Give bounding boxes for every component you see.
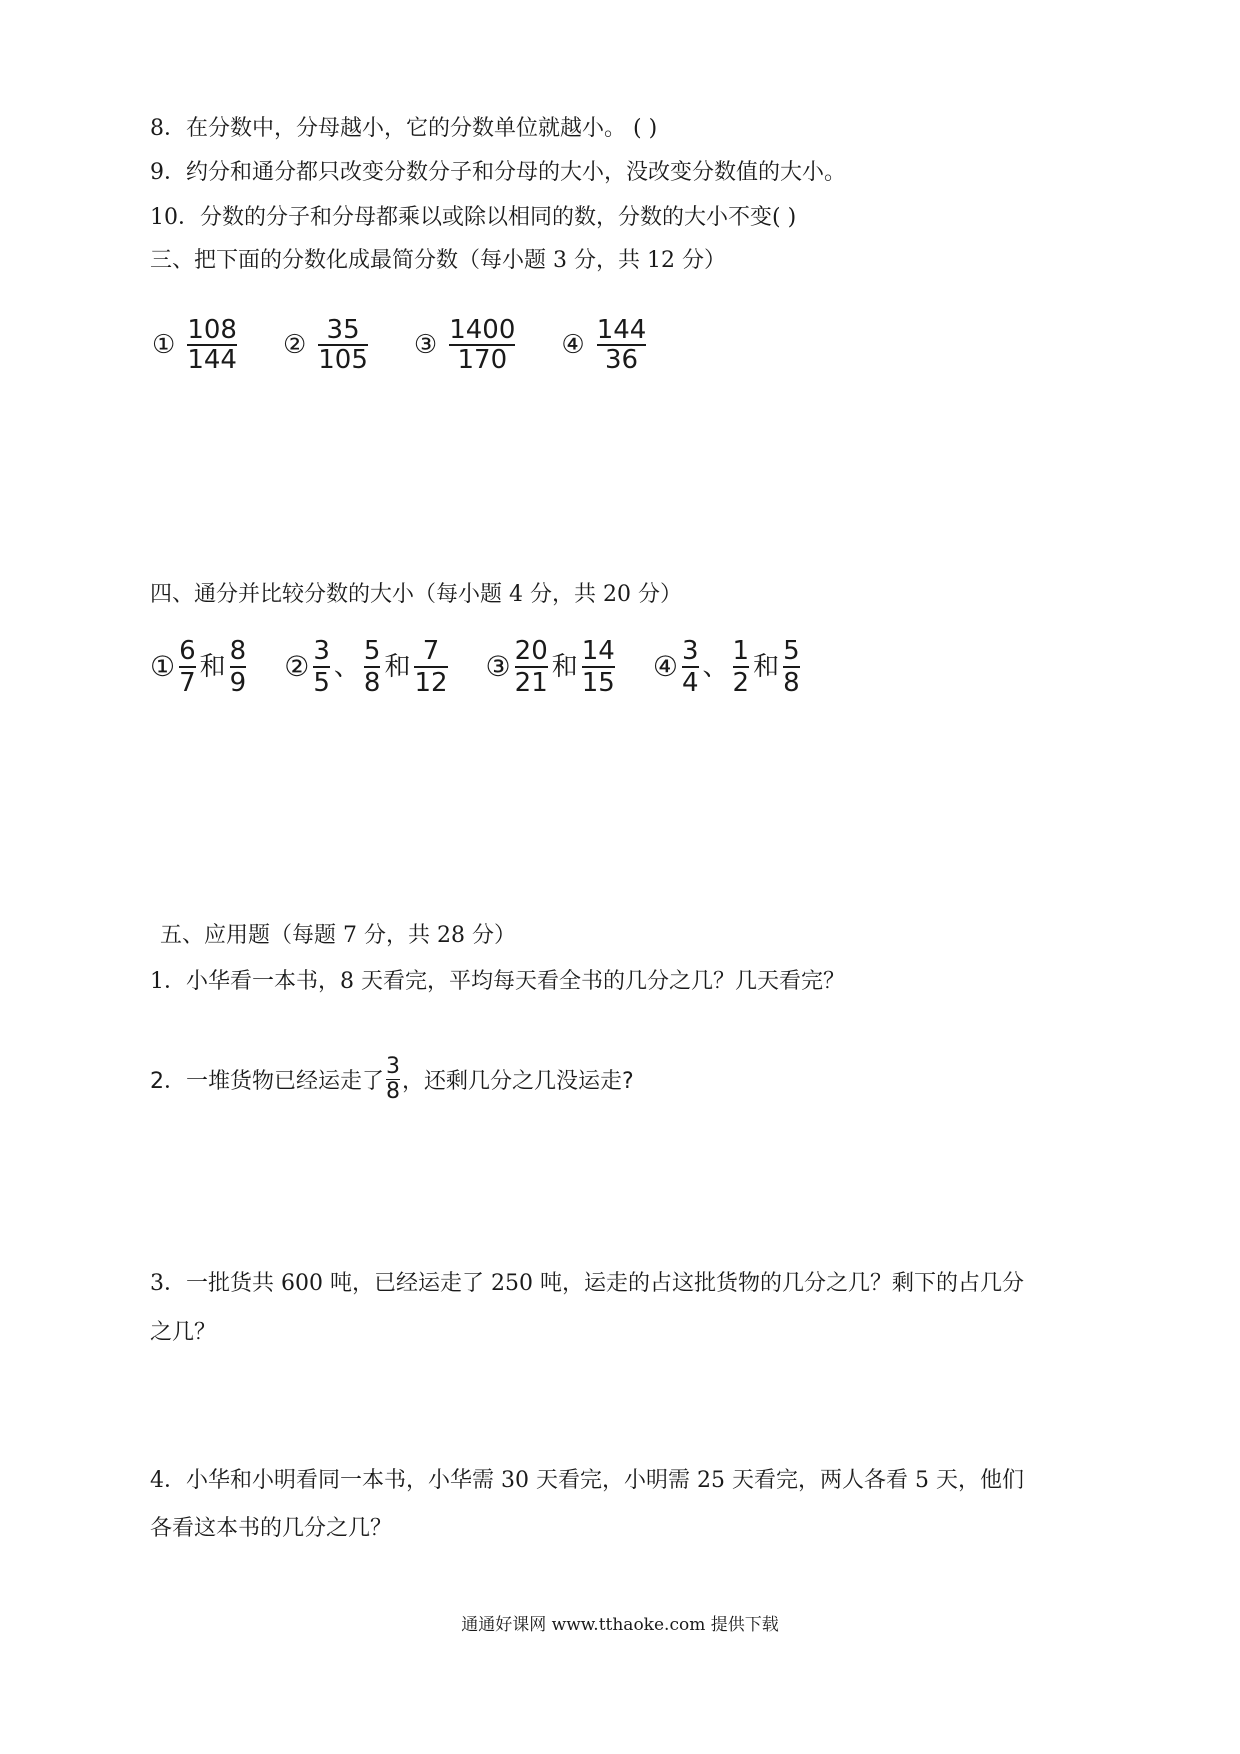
circled-number: ② (282, 330, 307, 360)
fraction (179, 636, 196, 698)
denominator: 4 (681, 668, 699, 698)
denominator: 15 (581, 668, 615, 698)
denominator: 2 (732, 668, 750, 698)
question-2 (150, 1055, 634, 1104)
numerator: 1400 (449, 315, 516, 345)
denominator: 12 (414, 668, 448, 698)
numerator: 8 (229, 636, 247, 666)
fraction (733, 636, 750, 698)
s3-item-3 (414, 316, 521, 374)
fraction (515, 636, 548, 698)
fraction (183, 316, 241, 374)
circled-number: ① (152, 330, 176, 360)
circled-number: ③ (485, 650, 511, 683)
s4-item-4 (653, 636, 802, 698)
question-4-line-1: 4．小华和小明看同一本书，小华需 30 天看完，小明需 25 天看完，两人各看 5 天，他们 (150, 1468, 1024, 1493)
s3-item-4 (561, 316, 652, 374)
circled-number: ② (284, 650, 310, 683)
fraction (313, 636, 330, 698)
question-3-line-2: 之几？ (150, 1320, 217, 1345)
fraction (682, 636, 699, 698)
circled-number: ④ (561, 330, 585, 360)
denominator: 170 (457, 345, 508, 375)
judgment-10: 10．分数的分子和分母都乘以或除以相同的数，分数的大小不变( ) (150, 205, 797, 230)
fraction (593, 316, 651, 374)
denominator: 105 (318, 345, 368, 375)
s4-item-1 (150, 636, 248, 698)
fraction (314, 316, 372, 374)
denominator: 36 (604, 345, 639, 375)
numerator: 1 (732, 636, 750, 666)
judgment-9: 9．约分和通分都只改变分数分子和分母的大小，没改变分数值的大小。 (150, 160, 846, 185)
numerator: 108 (187, 315, 237, 345)
s3-item-1 (152, 316, 243, 374)
circled-number: ① (150, 650, 176, 683)
question-1: 1．小华看一本书，8 天看完，平均每天看全书的几分之几？几天看完？ (150, 969, 845, 994)
denominator: 21 (514, 668, 548, 698)
and-connector: 和 (753, 652, 780, 682)
and-connector: 和 (199, 652, 226, 682)
denominator: 5 (313, 668, 330, 698)
question-2-text-before: 2．一堆货物已经运走了 (150, 1069, 384, 1094)
question-2-text-after: ，还剩几分之几没运走? (402, 1069, 634, 1094)
fraction (445, 316, 519, 374)
and-connector: 和 (384, 652, 411, 682)
denominator: 8 (783, 668, 800, 698)
numerator: 14 (581, 636, 615, 666)
fraction (783, 636, 800, 698)
numerator: 3 (386, 1054, 400, 1079)
question-4-line-2: 各看这本书的几分之几？ (150, 1516, 393, 1541)
numerator: 5 (363, 636, 381, 666)
denominator: 8 (363, 668, 381, 698)
denominator: 8 (386, 1079, 400, 1104)
numerator: 5 (783, 636, 800, 666)
s3-item-2 (283, 316, 374, 374)
section-3-fractions (152, 316, 652, 374)
fraction (364, 636, 381, 698)
fraction (230, 636, 247, 698)
judgment-8: 8．在分数中，分母越小，它的分数单位就越小。 ( ) (150, 116, 658, 141)
section-4-title: 四、通分并比较分数的大小（每小题 4 分，共 20 分） (150, 582, 682, 607)
denominator: 9 (229, 668, 247, 698)
circled-number: ④ (652, 650, 678, 683)
footer: 通通好课网 www.tthaoke.com 提供下载 (461, 1615, 779, 1635)
fraction (414, 636, 447, 698)
numerator: 20 (514, 636, 548, 666)
s4-item-3 (486, 636, 617, 698)
denominator: 144 (187, 345, 237, 375)
section-4-fractions (150, 636, 802, 698)
fraction (386, 1055, 400, 1104)
numerator: 6 (179, 636, 196, 666)
fraction (582, 636, 615, 698)
and-connector: 和 (551, 652, 578, 682)
separator: 、 (702, 652, 729, 682)
numerator: 7 (422, 636, 440, 666)
question-3-line-1: 3．一批货共 600 吨，已经运走了 250 吨，运走的占这批货物的几分之几？剩下的占几分 (150, 1271, 1024, 1296)
numerator: 35 (326, 315, 360, 345)
section-5-title: 五、应用题（每题 7 分，共 28 分） (160, 923, 516, 948)
separator: 、 (333, 652, 360, 682)
s4-item-2 (284, 636, 449, 698)
numerator: 144 (596, 315, 647, 345)
section-3-title: 三、把下面的分数化成最简分数（每小题 3 分，共 12 分） (150, 248, 726, 273)
numerator: 3 (313, 636, 330, 666)
circled-number: ③ (413, 330, 438, 360)
numerator: 3 (681, 636, 699, 666)
denominator: 7 (179, 668, 196, 698)
